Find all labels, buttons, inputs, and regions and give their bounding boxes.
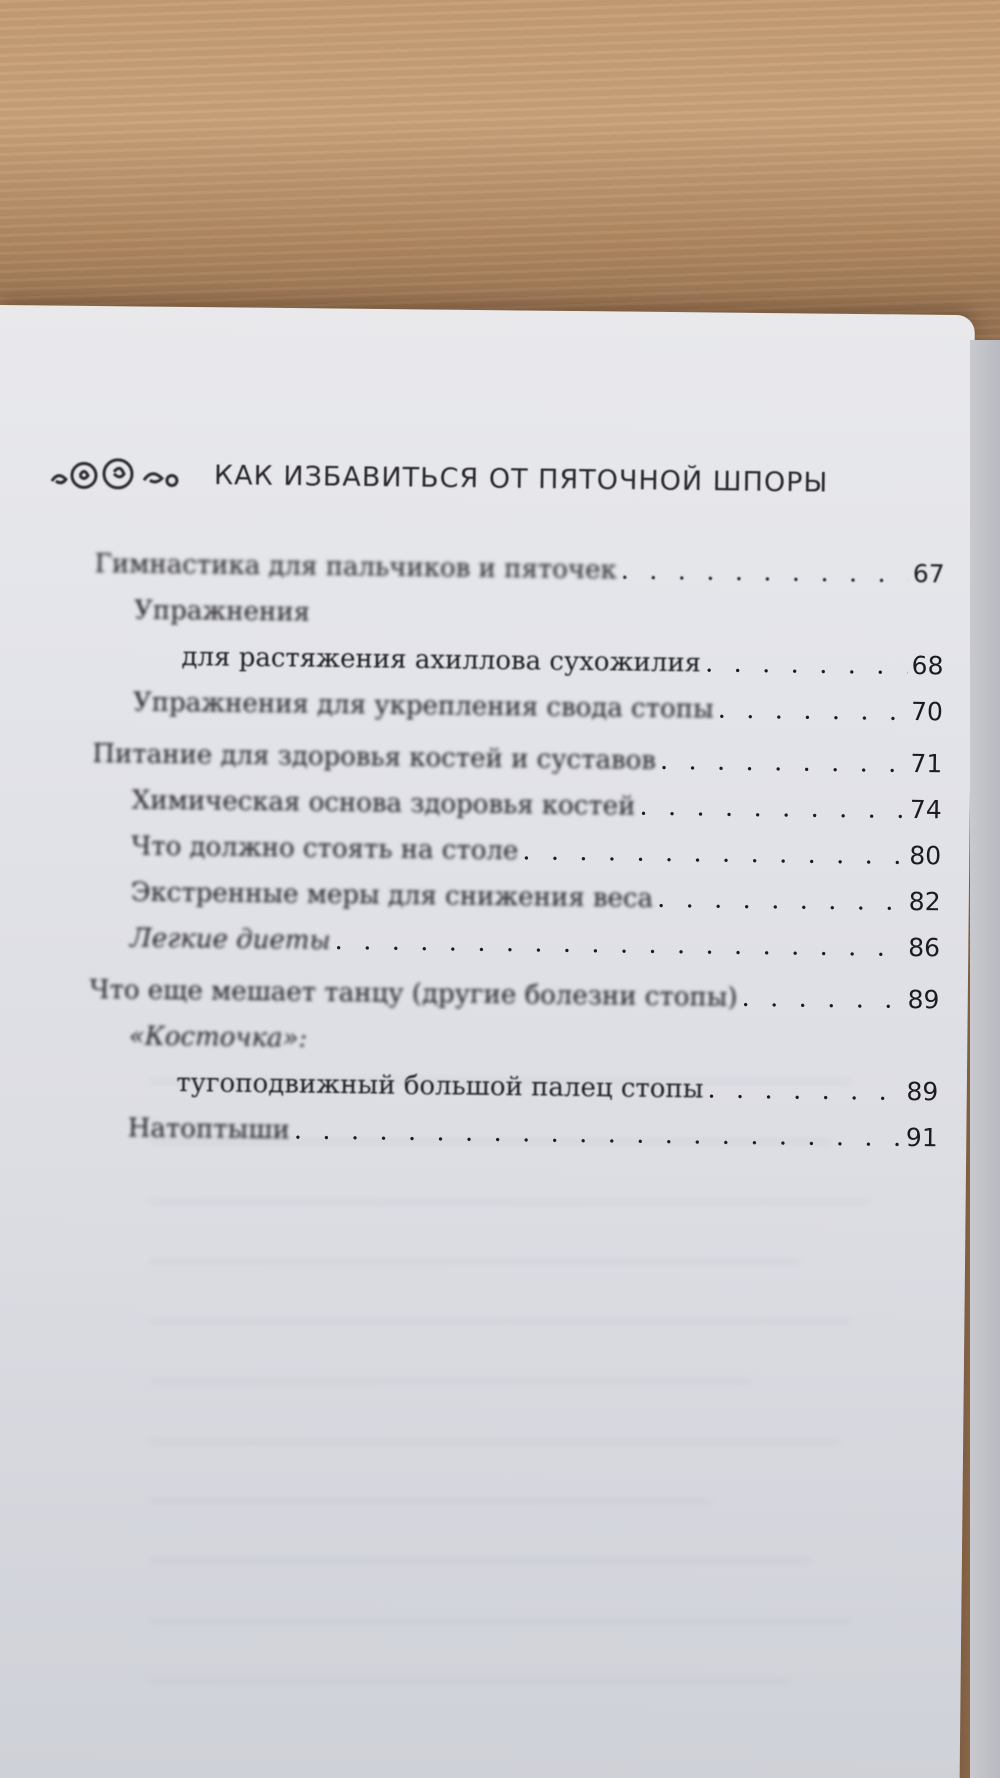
- toc-leader-dots: [620, 547, 909, 597]
- toc-entry-title: для растяжения ахиллова сухожилия: [181, 642, 702, 679]
- book-running-title: КАК ИЗБАВИТЬСЯ ОТ ПЯТОЧНОЙ ШПОРЫ: [213, 459, 829, 499]
- toc-page-number: 71: [910, 748, 943, 779]
- toc-leader-dots: [717, 687, 907, 735]
- toc-page-number: 67: [912, 558, 945, 589]
- toc-entry-title: тугоподвижный большой палец стопы: [176, 1068, 704, 1105]
- toc-entry-title: Что еще мешает танцу (другие болезни стопы): [89, 974, 738, 1013]
- toc-leader-dots: [705, 640, 908, 688]
- toc-entry: [93, 587, 944, 689]
- toc-entry-title-line1: Упражнения: [133, 595, 311, 628]
- toc-entry-title: Что должно стоять на столе: [131, 831, 519, 867]
- toc-page-number: 70: [910, 696, 944, 727]
- toc-entry-title: Экстренные меры для снижения веса: [130, 877, 654, 914]
- toc-page-number: 74: [909, 794, 942, 825]
- toc-entry-title: Химическая основа здоровья костей: [131, 785, 636, 822]
- toc-page-number: 82: [908, 886, 941, 917]
- decorative-ornament-icon: [48, 453, 180, 495]
- page-edge-shadow: [970, 340, 1000, 1778]
- toc-page-number: 80: [909, 840, 942, 871]
- toc-page-number: 68: [911, 650, 944, 681]
- toc-entry-title: Питание для здоровья костей и суставов: [92, 738, 657, 776]
- toc-entry-title: Упражнения для укрепления свода стопы: [132, 687, 714, 725]
- toc-entry: [88, 1013, 939, 1115]
- toc-leader-dots: [334, 918, 904, 971]
- toc-page-number: 86: [908, 932, 941, 963]
- toc-page-number: 89: [907, 984, 940, 1015]
- toc-entry: [93, 679, 943, 735]
- toc-entry: [90, 915, 940, 971]
- toc-entry-title: Легкие диеты: [129, 923, 331, 956]
- toc-leader-dots: [639, 784, 906, 833]
- toc-leader-dots: [741, 975, 904, 1023]
- toc-entry-title-line1: «Косточка»:: [128, 1021, 308, 1054]
- toc-page-number: 91: [905, 1122, 938, 1153]
- toc-leader-dots: [657, 876, 905, 925]
- toc-leader-dots: [522, 828, 906, 879]
- toc-entry-title: Натоптыши: [127, 1113, 291, 1146]
- table-of-contents: [87, 535, 944, 1161]
- toc-leader-dots: [294, 1107, 903, 1160]
- toc-leader-dots: [660, 738, 907, 787]
- toc-leader-dots: [707, 1067, 903, 1115]
- toc-entry-title: Гимнастика для пальчиков и пяточек: [94, 548, 617, 586]
- toc-page-number: 89: [906, 1076, 939, 1107]
